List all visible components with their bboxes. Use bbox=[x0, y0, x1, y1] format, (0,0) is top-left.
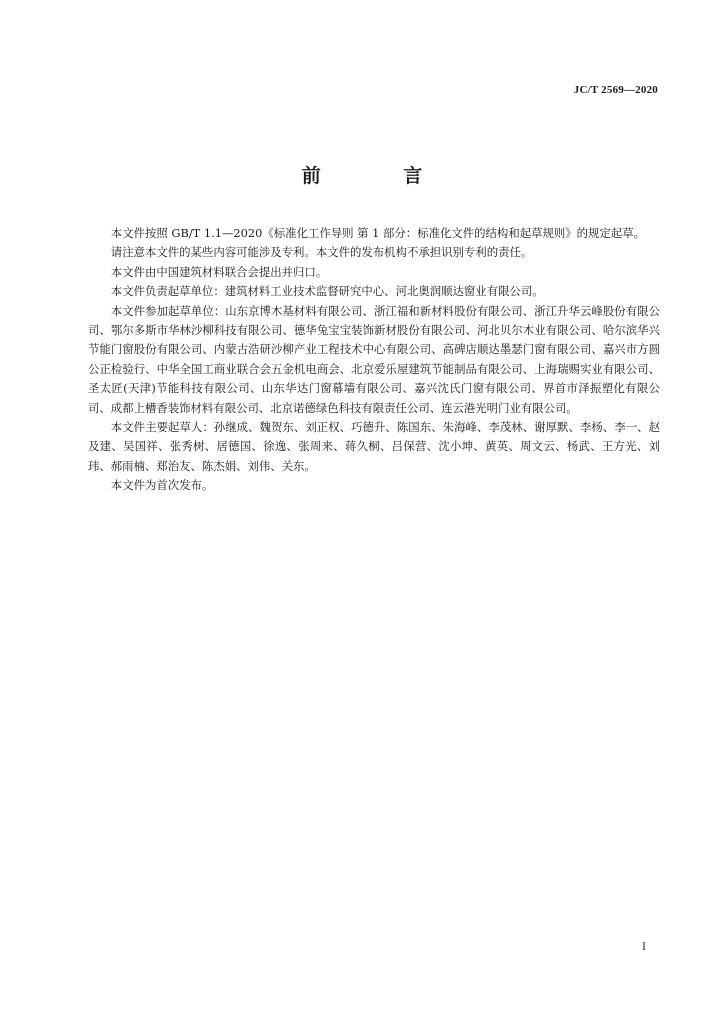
standard-code: JC/T 2569—2020 bbox=[573, 84, 658, 96]
page-title: 前 言 bbox=[301, 165, 461, 187]
page-number: I bbox=[642, 942, 646, 953]
paragraph-proposer: 本文件由中国建筑材料联合会提出并归口。 bbox=[110, 264, 328, 279]
document-body bbox=[88, 224, 660, 496]
paragraph-first-release: 本文件为首次发布。 bbox=[110, 478, 214, 493]
paragraph-participating-drafters: 本文件参加起草单位：山东京博木基材料有限公司、浙江福和新材料股份有限公司、浙江升华云峰股份有限公司、鄂尔多斯市华林沙柳科技有限公司、德华兔宝宝装饰新材股份有限公司、河北贝尔木业有限公司、哈尔滨华兴节能门窗股份有限公司、内蒙古浩研沙柳产业工程技术中心有限公司、高碑店顺达墨瑟门窗有限公司、嘉兴市方圆公正检验行、中华全国工商业联合会五金机电商会、北京爱乐屋建筑节能制品有限公司、上海瑞赐实业有限公司、圣太匠(天津)节能科技有限公司、山东华达门窗幕墙有限公司、嘉兴沈氏门窗有限公司、界首市泽振塑化有限公司、成都上槽香装饰材料有限公司、北京诺德绿色科技有限责任公司、连云港光明门业有限公司。 bbox=[88, 303, 660, 415]
paragraph-main-drafters: 本文件主要起草人：孙继成、魏贺东、刘正权、巧德升、陈国东、朱海峰、李茂林、谢厚默、李杨、李一、赵及建、吴国祥、张秀树、居德国、徐逸、张周来、蒋久桐、吕保营、沈小坤、黄英、周文云、杨武、王方光、刘玮、郝雨楠、郑治友、陈杰娟、刘伟、关东。 bbox=[88, 420, 660, 473]
paragraph-patent-notice: 请注意本文件的某些内容可能涉及专利。本文件的发布机构不承担识别专利的责任。 bbox=[110, 245, 533, 260]
paragraph-lead-drafters: 本文件负责起草单位：建筑材料工业技术监督研究中心、河北奥润顺达窗业有限公司。 bbox=[110, 284, 544, 299]
paragraph-drafting-rules: 本文件按照 GB/T 1.1—2020《标准化工作导则 第 1 部分：标准化文件的结构和起草规则》的规定起草。 bbox=[110, 226, 646, 240]
